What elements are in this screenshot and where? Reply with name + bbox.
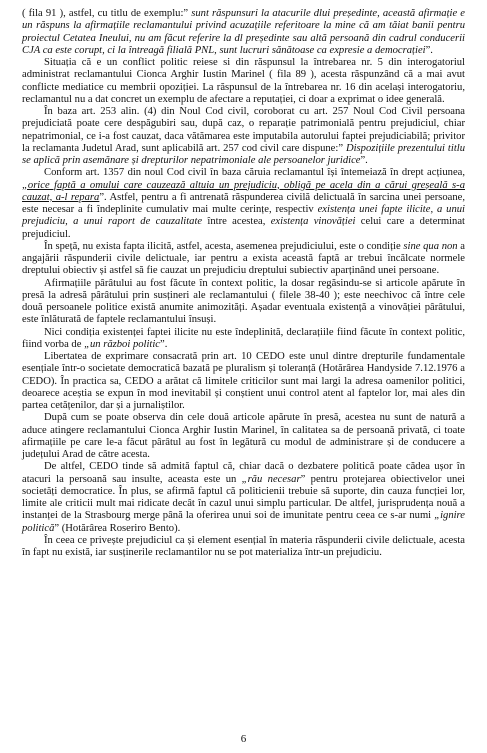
text-run: ” pentru protejarea obiectivelor unei societăți democratice. În plus, se afirmă faptul că politicienii trebuie să suporte, din cauza funcției lor, limite ale criticii mult mai ridicate decât în cazul unui simplu particular. De altfel, jurisprudența nouă a instanței de la Strasbourg merge până la oferirea unui soi de imunitate pentru ceea ce s-ar numi — [22, 473, 465, 522]
text-run: Conform art. 1357 din noul Cod civil în baza căruia reclamantul își întemeiază în drept acțiunea, — [44, 167, 465, 179]
text-run: ”. — [360, 155, 368, 166]
text-run: ”. — [160, 338, 168, 350]
italic-text: Dispozițiile prezentului titlu se aplică prin asemănare și drepturilor nepatrimoniale ale persoanelor juridice — [22, 142, 465, 166]
italic-text: „un război politic — [84, 338, 161, 350]
text-run: După cum se poate observa din cele două articole apărute în presă, acestea nu sunt de natură a aduce atingere reclamantului Cionca Arghir Iustin Marinel, în calitatea sa de persoană privată, ci toate afirmațiile pe care le-a făcut pârâtul au fost în legătură cu modul de administrare și de conducere a județului Arad de către acesta. — [22, 412, 465, 460]
text-run: ” (Hotărârea Roseriro Bento). — [54, 522, 181, 534]
paragraph — [22, 535, 465, 560]
text-run: a angajării răspunderii civile delictuale, iar pentru a exista această faptă ar trebui încălcate normele dreptului obiectiv și astfel să fie cauzat un prejudiciu dreptului subiectiv aparținând unei persoane. — [22, 240, 465, 277]
italic-text: sunt răspunsuri la atacurile dlui președinte, această afirmație e un răspuns la afirmațiile reclamantului privind acuzațiile referitoare la mine că am tăiat banii pentru proiectul Cetatea Ineului, nu am făcut referire la dl președinte sau altă persoană din cadrul conducerii CJA ca este corupt, ci la întreagă filială PNL, sunt lucruri sănătoase ca expresie a democrației — [22, 8, 465, 56]
italic-text: sine qua non — [403, 240, 458, 252]
paragraph — [22, 167, 465, 241]
text-run: În ceea ce privește prejudiciul ca și element esențial în materia răspunderii civile delictuale, acesta în fapt nu există, iar susținerile reclamantilor nu se pot materializa într-un prejudiciu. — [22, 534, 465, 558]
paragraph — [22, 8, 465, 57]
paragraph — [22, 412, 465, 461]
text-run: Libertatea de exprimare consacrată prin art. 10 CEDO este unul dintre drepturile fundamentale esențiale într-o societate democratică bazată pe pluralism și toleranță (Hotărârea Handyside 7.12.1976 a CEDO). În practica sa, CEDO a arătat că limitele criticilor sunt mai largi la adresa oamenilor politici, deoarece aceștia se expun în mod inevitabil și conștient unui control atent al faptelor lor, mai ales din partea cetățenilor, dar și a jurnaliștilor. — [22, 351, 465, 411]
paragraph — [22, 106, 465, 167]
text-run: În speță, nu exista fapta ilicită, astfel, acesta, asemenea prejudiciului, este o condiție — [44, 240, 404, 252]
italic-text: existența vinovăției — [270, 216, 356, 228]
paragraph — [22, 241, 465, 278]
paragraph — [22, 278, 465, 327]
paragraph — [22, 327, 465, 352]
text-run: Nici condiția existenței faptei ilicite nu este îndeplinită, declarațiile fiind făcute în context politic, fiind vorba de — [22, 326, 465, 350]
paragraph — [22, 351, 465, 412]
text-run: Afirmațiile pârâtului au fost făcute în context politic, la dosar regăsindu-se si articole apărute în presă la adresă pârâtului prin susțineri ale reclamantului ( filele 38-40 ); este neechivoc că între cele două persoanele politice există anumite animozități. Așadar eventuala existență a vinovăției pârâtului, este înlăturată de faptele reclamantului însuși. — [22, 277, 465, 326]
page-number: 6 — [240, 733, 247, 745]
text-run: ( fila 91 ), astfel, cu titlu de exemplu:” — [22, 8, 192, 19]
paragraph — [22, 461, 465, 535]
text-run: În baza art. 253 alin. (4) din Noul Cod civil, coroborat cu art. 257 Noul Cod Civil persoana prejudiciată poate cere despăgubiri sau, după caz, o reparație patrimonială pentru prejudiciul, chiar nepatrimonial, ce i-a fost cauzat, daca vătămarea este imputabila autorului faptei prejudiciabilă; privitor la reclamanta Judetul Arad, sunt aplicabilă art. 257 cod civil care dispune:” — [22, 106, 465, 154]
italic-text: „orice faptă a omului care cauzează altuia un prejudiciu, obligă pe acela din a cărui greșeală s-a cauzat, a-l repara — [22, 179, 465, 203]
text-run: celui care a determinat prejudiciul. — [22, 216, 465, 240]
italic-text: „rău necesar — [241, 473, 301, 485]
text-run: între acestea, — [202, 216, 271, 228]
text-run: ”. — [425, 44, 433, 56]
text-run: ”. Astfel, pentru a fi antrenată răspunderea civilă delictuală în sarcina unei persoane, este necesar a fi îndeplinite cumulativ mai multe cerințe, respectiv — [22, 191, 465, 215]
italic-text: „ignire politică — [22, 510, 465, 534]
paragraph — [22, 57, 465, 106]
text-run: De altfel, CEDO tinde să admită faptul că, chiar dacă o dezbatere politică poate cădea ușor în atacuri la persoană sau insulte, aceasta este un — [22, 461, 465, 485]
italic-text: existența unei fapte ilicite, a unui prejudiciu, a unui raport de cauzalitate — [22, 204, 465, 228]
document-body — [22, 8, 465, 559]
text-run: Situația că e un conflict politic reiese si din răspunsul la întrebarea nr. 5 din interogatoriul administrat reclamantului Cionca Arghir Iustin Marinel ( fila 89 ), acesta răspunzând că a mai avut conflicte mediatice cu membrii opoziției. La răspunsul de la întrebarea nr. 16 din același interogatoriu, reclamantul nu a dat concret un exemplu de afectare a reputației, ci doar a exprimat o idee generală. — [22, 57, 465, 105]
